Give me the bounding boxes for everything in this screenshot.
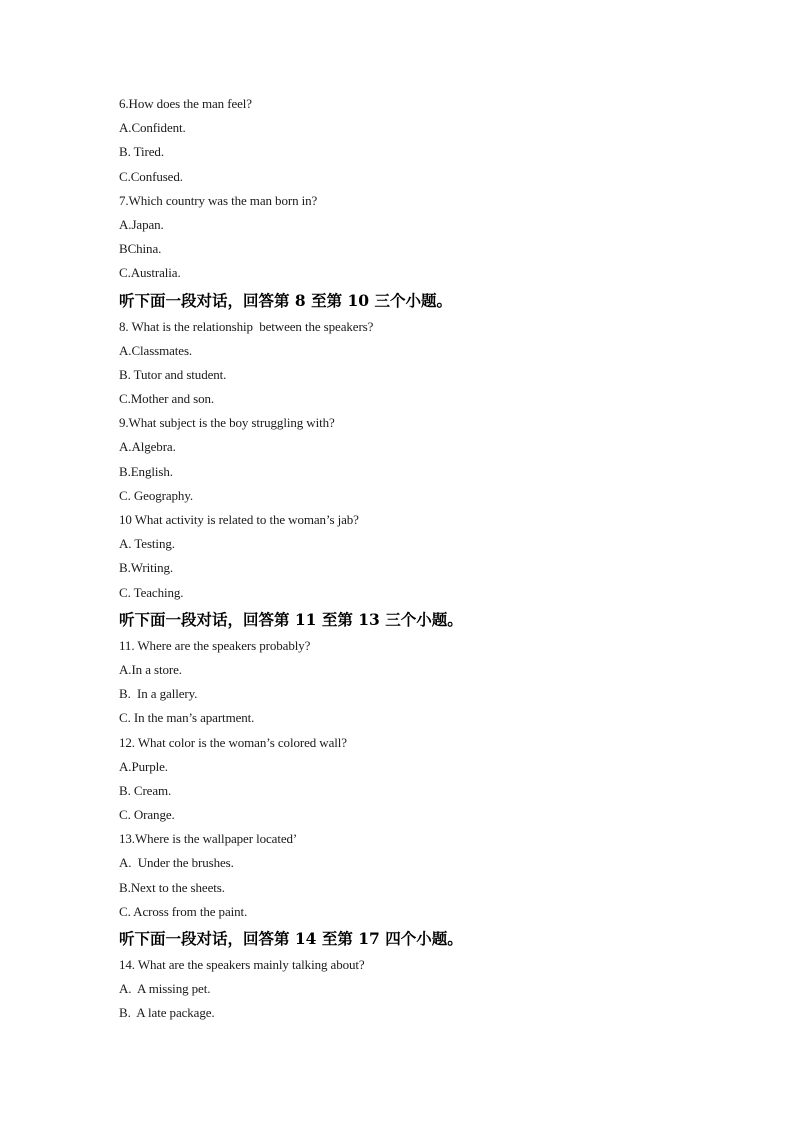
- answer-option: A.Purple.: [119, 758, 168, 774]
- answer-option: B.English.: [119, 463, 173, 479]
- answer-option: C.Confused.: [119, 168, 183, 184]
- answer-option: B.Next to the sheets.: [119, 879, 225, 895]
- document-body: [119, 92, 739, 1026]
- answer-option: A. Testing.: [119, 536, 175, 552]
- answer-option: C. Teaching.: [119, 584, 184, 600]
- question-text: 12. What color is the woman’s colored wall?: [119, 734, 347, 750]
- question-text: 9.What subject is the boy struggling with?: [119, 415, 335, 431]
- question-text: 7.Which country was the man born in?: [119, 192, 318, 208]
- section-heading: 听下面一段对话，回答第 14 至第 17 四个小题。: [119, 929, 463, 948]
- answer-option: C. Across from the paint.: [119, 903, 248, 919]
- answer-option: A.Japan.: [119, 216, 164, 232]
- answer-option: B. A late package.: [119, 1005, 215, 1021]
- answer-option: B. Tired.: [119, 144, 164, 160]
- answer-option: BChina.: [119, 241, 162, 257]
- question-text: 13.Where is the wallpaper located’: [119, 831, 298, 847]
- question-text: 10 What activity is related to the woman’s jab?: [119, 512, 359, 527]
- question-text: 6.How does the man feel?: [119, 96, 252, 111]
- answer-option: A. Under the brushes.: [119, 855, 234, 871]
- answer-option: C.Australia.: [119, 265, 181, 281]
- question-text: 14. What are the speakers mainly talking about?: [119, 957, 365, 972]
- answer-option: A.In a store.: [119, 661, 182, 677]
- answer-option: B. In a gallery.: [119, 686, 198, 702]
- answer-option: B. Tutor and student.: [119, 366, 227, 382]
- question-text: 11. Where are the speakers probably?: [119, 637, 311, 653]
- answer-option: A.Classmates.: [119, 342, 193, 358]
- answer-option: C.Mother and son.: [119, 391, 215, 407]
- answer-option: B. Cream.: [119, 782, 172, 798]
- answer-option: A.Algebra.: [119, 439, 176, 455]
- section-heading: 听下面一段对话，回答第 11 至第 13 三个小题。: [119, 609, 463, 629]
- answer-option: C. Geography.: [119, 487, 194, 503]
- answer-option: A. A missing pet.: [119, 981, 211, 997]
- answer-option: A.Confident.: [119, 120, 186, 136]
- answer-option: C. Orange.: [119, 807, 175, 823]
- question-text: 8. What is the relationship between the speakers?: [119, 318, 374, 334]
- section-heading: 听下面一段对话，回答第 8 至第 10 三个小题。: [119, 290, 452, 310]
- answer-option: C. In the man’s apartment.: [119, 710, 255, 726]
- answer-option: B.Writing.: [119, 560, 174, 576]
